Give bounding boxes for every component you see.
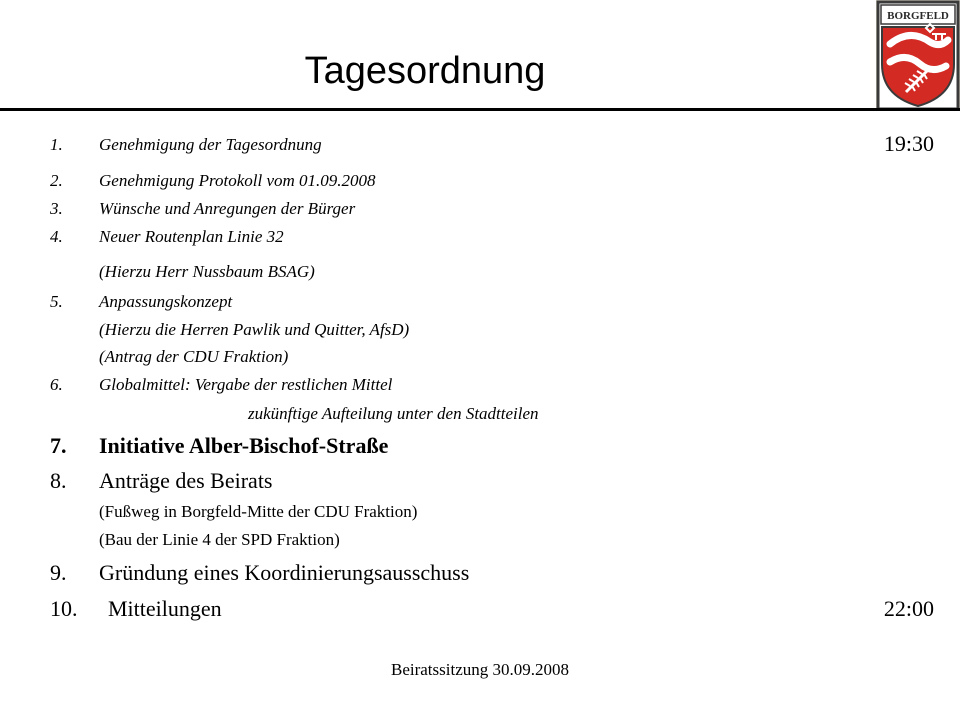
slide-title: Tagesordnung [304, 50, 546, 92]
borgfeld-crest-logo [876, 0, 960, 111]
agenda-time-end: 22:00 [883, 596, 934, 621]
crest-label: BORGFELD [887, 10, 949, 22]
agenda-time-start: 19:30 [883, 131, 934, 156]
title-divider [0, 108, 960, 111]
slide-footer: Beiratssitzung 30.09.2008 [390, 660, 569, 679]
